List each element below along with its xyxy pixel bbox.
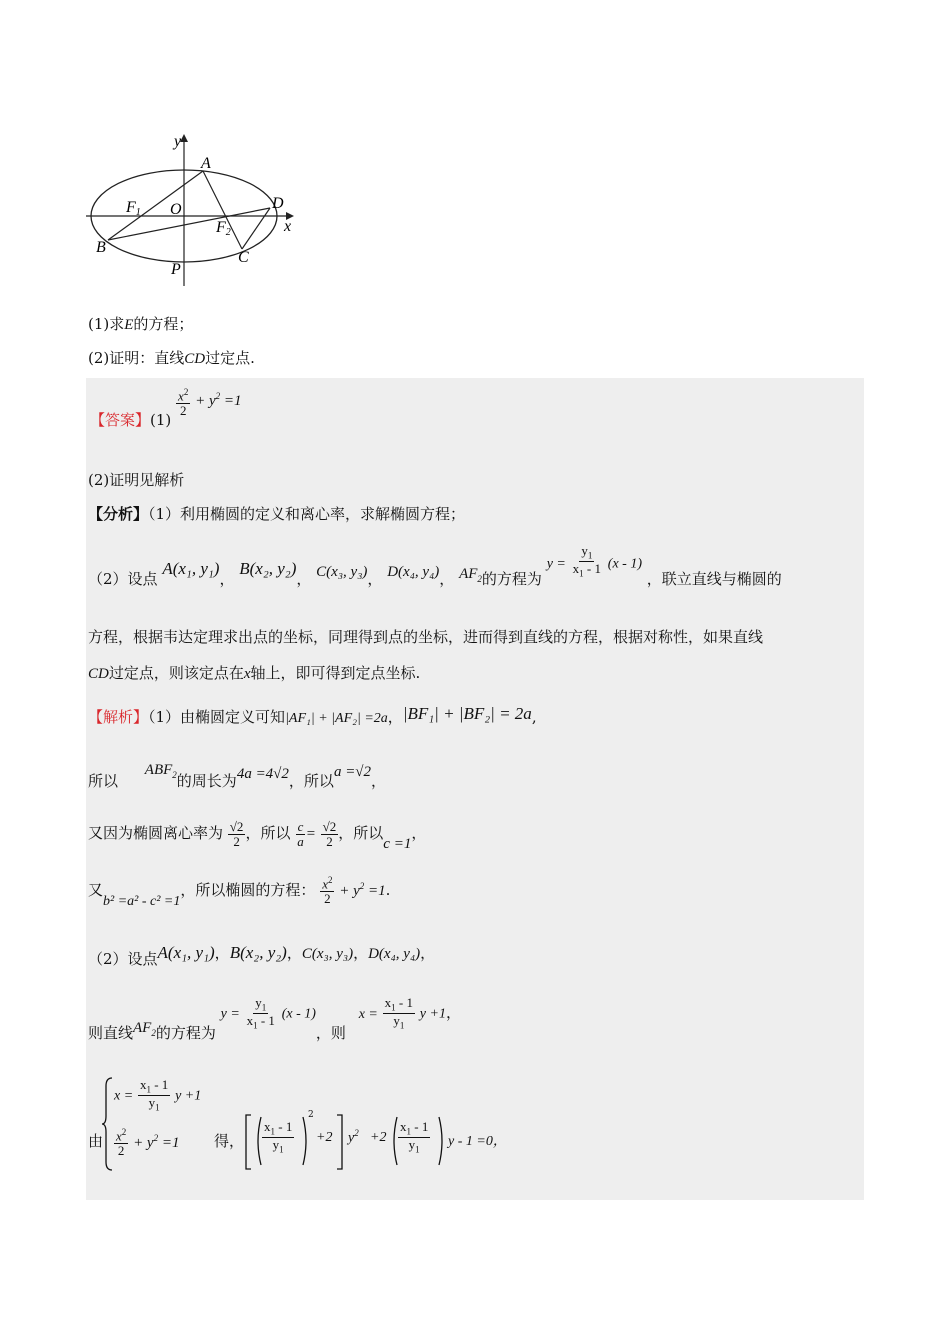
- solution-line7-de: 得，: [214, 1132, 245, 1150]
- y-arrow-icon: [180, 134, 188, 142]
- ellipse-diagram: [84, 128, 314, 288]
- quad-frac2: $\frac{x_1 - 1}{y_1}$: [400, 1119, 429, 1155]
- label-y: y: [174, 133, 182, 150]
- answer-part2: (2)证明见解析: [88, 471, 185, 489]
- right-paren-icon: [302, 1116, 310, 1166]
- label-O: O: [170, 201, 182, 218]
- right-paren2-icon: [438, 1116, 446, 1166]
- answer-line: [90, 384, 242, 429]
- question-1: [88, 313, 193, 334]
- solution-line7-you: 由: [88, 1132, 104, 1150]
- left-paren-icon: [254, 1116, 262, 1166]
- q1-var: E: [124, 317, 134, 333]
- solution-line4: 又b² =a² - c² =1，所以椭圆的方程： $\frac{x^2}{2}$ + $y^2 =1$.: [88, 875, 391, 909]
- solution-line5: （2）设点A(x₁, y₁)，B(x₂, y₂)，C(x₃, y₃)，D(x₄, y₄)，: [88, 943, 436, 968]
- left-bracket-icon: [244, 1114, 252, 1170]
- solution-line3: 又因为椭圆离心率为 $\frac{√2}{2}$ ，所以 $\frac{c}{a}$ = $\frac{√2}{2}$ ，所以c =1，: [88, 819, 427, 853]
- label-B: B: [96, 239, 106, 256]
- answer-rest: + $y^2 =1$: [195, 390, 242, 409]
- label-x: x: [284, 218, 292, 235]
- label-F1: F1: [126, 199, 141, 218]
- quad-y2: $y^2$: [348, 1128, 359, 1146]
- analysis-line3: 方程，根据韦达定理求出点的坐标，同理得到点的坐标，进而得到直线的方程，根据对称性，如果直线: [88, 628, 764, 646]
- analysis-line1: [88, 503, 465, 524]
- segment-AC: [203, 171, 242, 249]
- solution-line2: 所以 $ABF_2$的周长为4a =4√2，所以a =√2，: [88, 762, 387, 790]
- analysis-tag: 【分析】: [88, 505, 149, 523]
- segment-CD: [242, 208, 270, 249]
- question-2: [88, 347, 255, 368]
- analysis-line4: CD过定点，则该定点在x轴上，即可得到定点坐标.: [88, 664, 421, 682]
- label-D: D: [272, 195, 284, 212]
- label-A: A: [201, 155, 211, 172]
- quad-plus2: +2: [316, 1130, 333, 1145]
- answer-part1-label: (1): [150, 410, 172, 429]
- q2-prefix: (2)证明：直线: [88, 349, 185, 367]
- label-F2: F2: [216, 219, 231, 238]
- right-bracket-icon: [336, 1114, 344, 1170]
- q1-prefix: (1)求: [88, 315, 125, 333]
- quad-sq: 2: [308, 1110, 314, 1120]
- answer-fraction: $\frac{x^2}{2}$: [178, 387, 189, 418]
- q1-suffix: 的方程；: [133, 315, 194, 333]
- analysis-line2: （2）设点 A(x₁, y₁)， B(x₂, y₂)， C(x₃, y₃)， D(x₄, y₄)， $AF_2$的方程为 y = $\frac{y_1}{x_1 - 1}$ (x - 1) ，联立直线与椭圆的: [88, 543, 782, 588]
- solution-tag: 【解析】: [88, 708, 149, 726]
- answer-tag: 【答案】: [90, 410, 151, 429]
- quad-tail: y - 1 =0，: [448, 1134, 507, 1149]
- solution-line1: 【解析】（1）由椭圆定义可知|AF₁| + |AF₂| =2a，|BF₁| + |BF₂| = 2a,: [88, 704, 537, 726]
- system-eq1: x = $\frac{x_1 - 1}{y_1}$ y +1: [114, 1077, 202, 1113]
- left-paren2-icon: [390, 1116, 398, 1166]
- q2-var: CD: [184, 351, 206, 367]
- quad-frac1: $\frac{x_1 - 1}{y_1}$: [264, 1119, 293, 1155]
- q2-suffix: 过定点.: [205, 349, 255, 367]
- label-C: C: [238, 249, 249, 266]
- quad-plus2b: +2: [370, 1130, 387, 1145]
- analysis-text1: （1）利用椭圆的定义和离心率，求解椭圆方程；: [148, 505, 466, 523]
- left-brace-icon: [102, 1076, 114, 1172]
- system-eq2: $\frac{x^2}{2}$ + $y^2 =1$: [116, 1127, 180, 1158]
- label-P: P: [171, 261, 181, 278]
- solution-line6: 则直线$AF_2$的方程为 y = $\frac{y_1}{x_1 - 1}$ (x - 1)，则 x = $\frac{x_1 - 1}{y_1}$ y +1，: [88, 995, 461, 1042]
